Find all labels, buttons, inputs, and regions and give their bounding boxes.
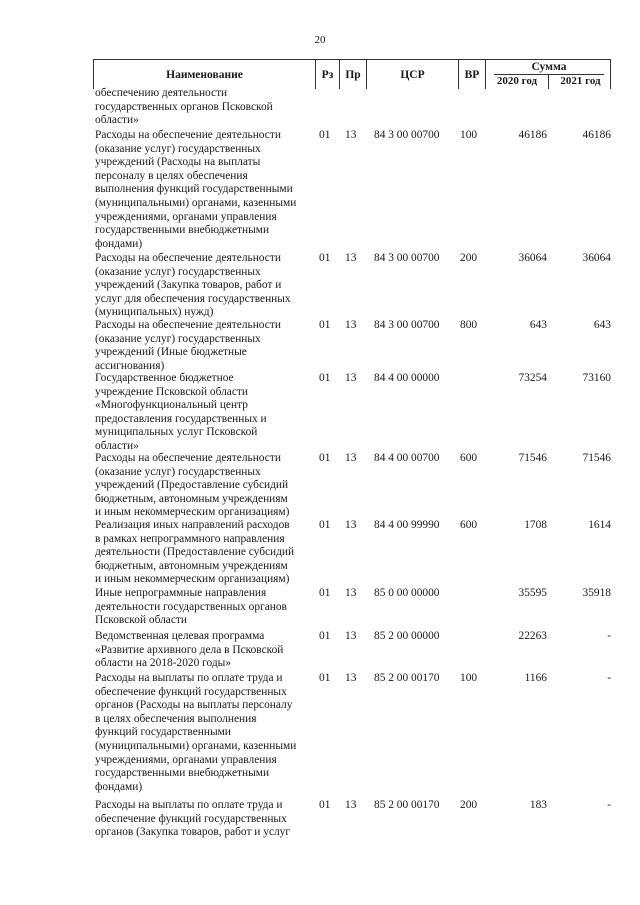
cell-name-line: учреждений (Закупка товаров, работ и [95, 279, 282, 292]
cell-rz: 01 [319, 630, 331, 642]
cell-csr: 84 3 00 00700 [374, 319, 440, 331]
cell-name-line: персоналу в целях обеспечения [95, 169, 248, 182]
cell-sum-2021: - [607, 799, 611, 811]
cell-sum-2020: 643 [529, 319, 547, 331]
cell-name-line: ассигнования) [95, 359, 165, 372]
cell-csr: 84 4 00 00700 [374, 452, 440, 464]
cell-name [95, 672, 317, 794]
cell-csr: 84 3 00 00700 [374, 129, 440, 141]
cell-sum-2021: 73160 [582, 372, 611, 384]
cell-csr: 85 2 00 00170 [374, 672, 440, 684]
cell-csr: 84 4 00 99990 [374, 519, 440, 531]
cell-name-line: услуг для обеспечения государственных [95, 292, 291, 305]
cell-name [95, 87, 317, 128]
cell-sum-2020: 35595 [518, 587, 547, 599]
cell-name-line: учреждений (Предоставление субсидий [95, 479, 289, 492]
cell-name-line: функций государственными [95, 726, 231, 739]
cell-name-line: области на 2018-2020 годы» [95, 657, 232, 670]
cell-name-line: (оказание услуг) государственных [95, 332, 261, 345]
cell-name-line: и иным некоммерческим организациям) [95, 506, 290, 519]
cell-name-line: обеспечение функций государственных [95, 685, 287, 698]
cell-name-line: «Развитие архивного дела в Псковской [95, 643, 284, 656]
cell-name-line: Расходы на выплаты по оплате труда и [95, 672, 283, 684]
cell-name-line: (оказание услуг) государственных [95, 465, 261, 478]
cell-name-line: Расходы на обеспечение деятельности [95, 252, 281, 264]
cell-name [95, 799, 317, 840]
cell-name-line: фондами) [95, 237, 143, 250]
cell-vr: 100 [460, 129, 478, 141]
cell-name [95, 452, 317, 520]
cell-name-line: Расходы на обеспечение деятельности [95, 452, 281, 464]
page-number: 20 [314, 34, 326, 46]
cell-csr: 85 2 00 00000 [374, 630, 440, 642]
cell-name-line: Расходы на обеспечение деятельности [95, 129, 281, 141]
cell-sum-2020: 1166 [524, 672, 547, 684]
cell-sum-2020: 1708 [524, 519, 547, 531]
header-vr: ВР [459, 60, 486, 89]
cell-pr: 13 [345, 799, 357, 811]
cell-name-line: в целях обеспечения выполнения [95, 712, 257, 725]
cell-name-line: Иные непрограммные направления [95, 587, 267, 599]
cell-vr: 600 [460, 519, 478, 531]
cell-name [95, 630, 317, 671]
cell-name [95, 252, 317, 320]
cell-sum-2021: 35918 [582, 587, 611, 599]
cell-csr: 84 4 00 00000 [374, 372, 440, 384]
cell-name-line: государственными внебюджетными [95, 224, 270, 237]
cell-name [95, 319, 317, 373]
cell-name-line: Ведомственная целевая программа [95, 630, 265, 642]
cell-pr: 13 [345, 372, 357, 384]
cell-rz: 01 [319, 519, 331, 531]
cell-csr: 85 0 00 00000 [374, 587, 440, 599]
cell-name-line: деятельности (Предоставление субсидий [95, 546, 295, 559]
cell-name-line: Реализация иных направлений расходов [95, 519, 290, 531]
cell-pr: 13 [345, 319, 357, 331]
cell-sum-2021: 643 [593, 319, 611, 331]
cell-vr: 200 [460, 799, 478, 811]
header-csr: ЦСР [367, 60, 459, 89]
cell-sum-2021: 36064 [582, 252, 611, 264]
cell-sum-2021: 71546 [582, 452, 611, 464]
cell-name-line: учреждений (Расходы на выплаты [95, 156, 261, 169]
cell-name-line: бюджетным, автономным учреждениям [95, 559, 288, 572]
cell-sum-2021: 1614 [588, 519, 611, 531]
cell-sum-2020: 183 [529, 799, 547, 811]
cell-rz: 01 [319, 252, 331, 264]
cell-name-line: бюджетным, автономным учреждениям [95, 492, 288, 505]
header-name: Наименование [94, 60, 316, 89]
cell-pr: 13 [345, 129, 357, 141]
cell-sum-2021: - [607, 672, 611, 684]
cell-pr: 13 [345, 452, 357, 464]
cell-sum-2020: 36064 [518, 252, 547, 264]
cell-name [95, 519, 317, 587]
cell-sum-2020: 71546 [518, 452, 547, 464]
cell-name-line: органов (Закупка товаров, работ и услуг [95, 826, 291, 839]
cell-sum-2020: 46186 [518, 129, 547, 141]
cell-name-line: обеспечению деятельности [95, 87, 228, 99]
cell-vr: 200 [460, 252, 478, 264]
cell-name-line: органов (Расходы на выплаты персоналу [95, 699, 293, 712]
cell-rz: 01 [319, 587, 331, 599]
cell-name-line: государственных органов Псковской [95, 100, 273, 113]
cell-name-line: Расходы на обеспечение деятельности [95, 319, 281, 331]
cell-name-line: муниципальных услуг Псковской [95, 426, 258, 439]
header-sum-title: Сумма [531, 61, 567, 73]
cell-name-line: деятельности государственных органов [95, 600, 287, 613]
cell-name-line: обеспечение функций государственных [95, 812, 287, 825]
cell-rz: 01 [319, 319, 331, 331]
cell-name-line: (муниципальными) органами, казенными [95, 196, 297, 209]
cell-name [95, 587, 317, 628]
header-year-2021: 2021 год [548, 75, 612, 89]
cell-vr: 800 [460, 319, 478, 331]
header-rz: Рз [316, 60, 340, 89]
cell-vr: 600 [460, 452, 478, 464]
cell-sum-2021: - [607, 630, 611, 642]
cell-name-line: Расходы на выплаты по оплате труда и [95, 799, 283, 811]
cell-name [95, 129, 317, 251]
cell-name-line: Государственное бюджетное [95, 372, 234, 384]
cell-rz: 01 [319, 799, 331, 811]
cell-name-line: «Многофункциональный центр [95, 399, 248, 412]
header-year-2020: 2020 год [496, 75, 538, 87]
cell-name-line: в рамках непрограммного направления [95, 532, 285, 545]
cell-sum-2020: 22263 [518, 630, 547, 642]
cell-pr: 13 [345, 672, 357, 684]
table-header [93, 59, 611, 89]
cell-name-line: и иным некоммерческим организациям) [95, 573, 290, 586]
cell-csr: 85 2 00 00170 [374, 799, 440, 811]
cell-name-line: (оказание услуг) государственных [95, 142, 261, 155]
cell-name-line: учреждение Псковской области [95, 385, 248, 398]
cell-sum-2020: 73254 [518, 372, 547, 384]
cell-name-line: области» [95, 439, 139, 452]
cell-csr: 84 3 00 00700 [374, 252, 440, 264]
cell-name-line: области» [95, 114, 139, 127]
cell-pr: 13 [345, 252, 357, 264]
header-sum [486, 60, 612, 89]
cell-name-line: (муниципальными) органами, казенными [95, 739, 297, 752]
cell-name-line: учреждений (Иные бюджетные [95, 346, 247, 359]
cell-pr: 13 [345, 519, 357, 531]
cell-vr: 100 [460, 672, 478, 684]
cell-rz: 01 [319, 129, 331, 141]
cell-rz: 01 [319, 672, 331, 684]
cell-name-line: предоставления государственных и [95, 412, 267, 425]
cell-name-line: учреждениями, органами управления [95, 210, 277, 223]
cell-name-line: государственными внебюджетными [95, 767, 270, 780]
cell-name-line: (муниципальных) нужд) [95, 306, 214, 319]
cell-sum-2021: 46186 [582, 129, 611, 141]
cell-name [95, 372, 317, 454]
cell-rz: 01 [319, 372, 331, 384]
cell-pr: 13 [345, 587, 357, 599]
cell-name-line: учреждениями, органами управления [95, 753, 277, 766]
cell-name-line: фондами) [95, 780, 143, 793]
cell-pr: 13 [345, 630, 357, 642]
cell-name-line: (оказание услуг) государственных [95, 265, 261, 278]
cell-name-line: Псковской области [95, 614, 187, 627]
cell-name-line: выполнения функций государственными [95, 183, 293, 196]
header-pr: Пр [340, 60, 367, 89]
cell-rz: 01 [319, 452, 331, 464]
